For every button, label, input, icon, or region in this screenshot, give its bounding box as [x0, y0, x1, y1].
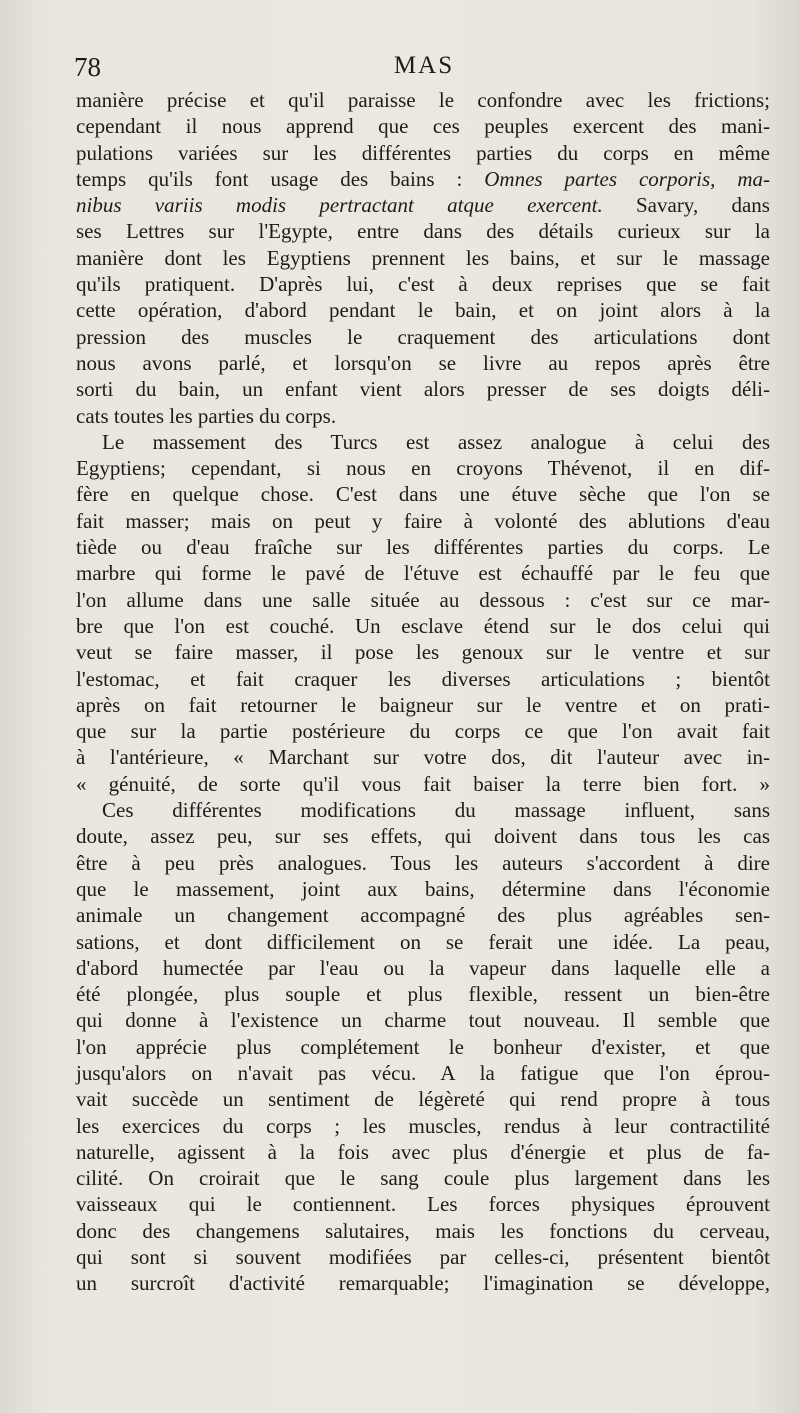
text-line: d'abord humectée par l'eau ou la vapeur dans laquelle elle a: [76, 955, 770, 980]
text-line: bre que l'on est couché. Un esclave étend sur le dos celui qui: [76, 613, 770, 638]
text-line: cilité. On croirait que le sang coule plus largement dans les: [76, 1166, 770, 1191]
text-line: cependant il nous apprend que ces peuples exercent des mani-: [76, 114, 770, 139]
text-line: temps qu'ils font usage des bains : Omnes partes corporis, ma-: [76, 166, 770, 191]
text-line: marbre qui forme le pavé de l'étuve est échauffé par le feu que: [76, 561, 770, 586]
body-text: [76, 87, 770, 1297]
text-line: pulations variées sur les différentes parties du corps en même: [76, 140, 770, 165]
text-line: sations, et dont difficilement on se ferait une idée. La peau,: [76, 929, 770, 954]
text-line: été plongée, plus souple et plus flexible, ressent un bien-être: [76, 982, 770, 1007]
text-line: jusqu'alors on n'avait pas vécu. A la fatigue que l'on éprou-: [76, 1060, 770, 1085]
text-line: cats toutes les parties du corps.: [76, 403, 337, 428]
text-line: nibus variis modis pertractant atque exercent. Savary, dans: [76, 193, 770, 218]
page-header: [74, 52, 774, 88]
text-line: Egyptiens; cependant, si nous en croyons Thévenot, il en dif-: [76, 456, 770, 481]
text-line: cette opération, d'abord pendant le bain, et on joint alors à la: [76, 298, 770, 323]
text-line: qui donne à l'existence un charme tout nouveau. Il semble que: [76, 1008, 770, 1033]
text-line: après on fait retourner le baigneur sur le ventre et on prati-: [76, 692, 770, 717]
text-line: à l'antérieure, « Marchant sur votre dos, dit l'auteur avec in-: [76, 745, 770, 770]
text-line: fère en quelque chose. C'est dans une étuve sèche que l'on se: [76, 482, 770, 507]
text-line: que sur la partie postérieure du corps ce que l'on avait fait: [76, 719, 770, 744]
text-line: l'on apprécie plus complétement le bonheur d'exister, et que: [76, 1034, 770, 1059]
text-line: ses Lettres sur l'Egypte, entre dans des détails curieux sur la: [76, 219, 770, 244]
text-line: nous avons parlé, et lorsqu'on se livre au repos après être: [76, 350, 770, 375]
text-line: naturelle, agissent à la fois avec plus d'énergie et plus de fa-: [76, 1139, 770, 1164]
running-head: MAS: [393, 52, 455, 79]
text-line: vaisseaux qui le contiennent. Les forces physiques éprouvent: [76, 1192, 770, 1217]
text-line: animale un changement accompagné des plus agréables sen-: [76, 903, 770, 928]
text-line: veut se faire masser, il pose les genoux sur le ventre et sur: [76, 640, 770, 665]
text-line: donc des changemens salutaires, mais les fonctions du cerveau,: [76, 1218, 770, 1243]
text-line: manière dont les Egyptiens prennent les bains, et sur le massage: [76, 245, 770, 270]
text-line: doute, assez peu, sur ses effets, qui doivent dans tous les cas: [76, 824, 770, 849]
text-line: « génuité, de sorte qu'il vous fait baiser la terre bien fort. »: [76, 771, 770, 796]
text-line: être à peu près analogues. Tous les auteurs s'accordent à dire: [76, 850, 770, 875]
text-line: Le massement des Turcs est assez analogue à celui des: [102, 429, 770, 454]
text-line: l'on allume dans une salle située au dessous : c'est sur ce mar-: [76, 587, 770, 612]
text-line: un surcroît d'activité remarquable; l'imagination se développe,: [76, 1271, 770, 1296]
text-line: sorti du bain, un enfant vient alors presser de ses doigts déli-: [76, 377, 770, 402]
text-line: tiède ou d'eau fraîche sur les différentes parties du corps. Le: [76, 535, 770, 560]
text-line: que le massement, joint aux bains, détermine dans l'économie: [76, 876, 770, 901]
text-line: fait masser; mais on peut y faire à volonté des ablutions d'eau: [76, 508, 770, 533]
text-line: qui sont si souvent modifiées par celles-ci, présentent bientôt: [76, 1245, 770, 1270]
text-line: vait succède un sentiment de légèreté qui rend propre à tous: [76, 1087, 770, 1112]
text-line: manière précise et qu'il paraisse le confondre avec les frictions;: [76, 88, 770, 112]
text-line: les exercices du corps ; les muscles, rendus à leur contractilité: [76, 1113, 770, 1138]
text-line: pression des muscles le craquement des articulations dont: [76, 324, 770, 349]
text-line: l'estomac, et fait craquer les diverses articulations ; bientôt: [76, 666, 770, 691]
text-line: Ces différentes modifications du massage influent, sans: [102, 798, 770, 823]
text-line: qu'ils pratiquent. D'après lui, c'est à deux reprises que se fait: [76, 272, 770, 297]
page-number: 78: [74, 52, 101, 82]
